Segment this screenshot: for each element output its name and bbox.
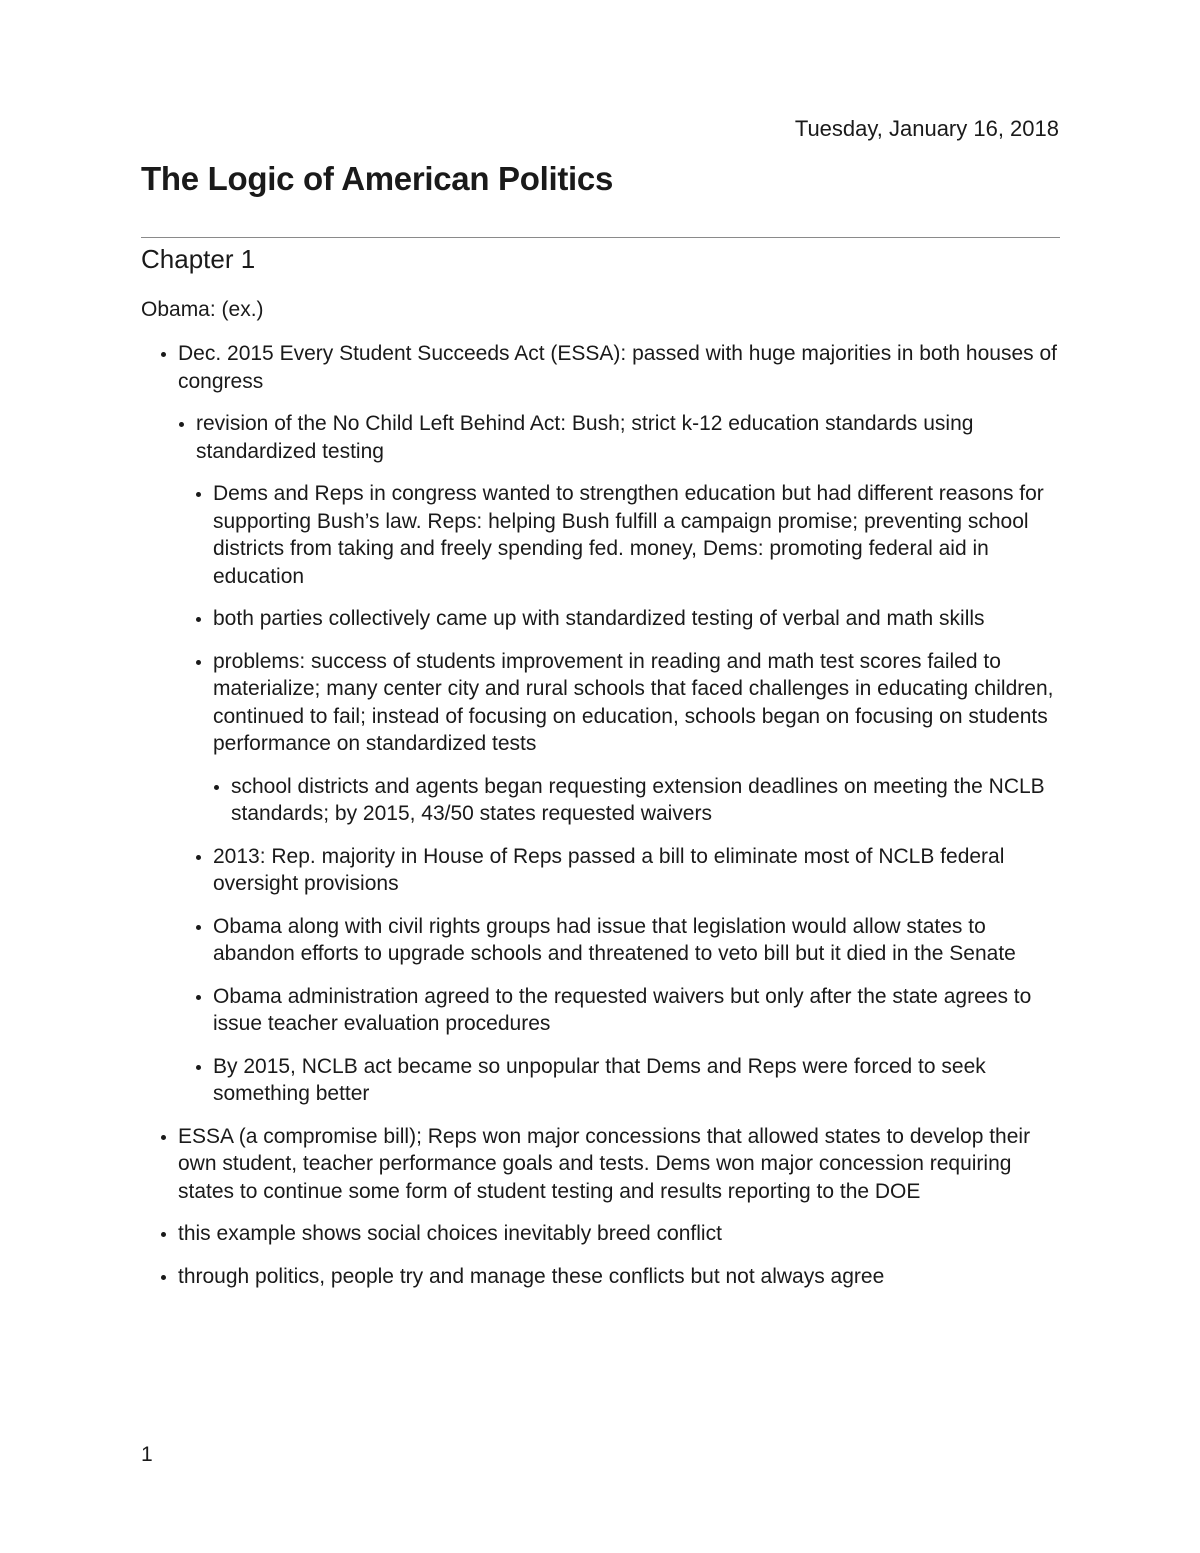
page-date: Tuesday, January 16, 2018 [794, 116, 1059, 141]
title-divider [141, 237, 1060, 238]
bullet-item: Obama along with civil rights groups had issue that legislation would allow states to abandon efforts to upgrade schools and threatened to veto bill but it died in the Senate [213, 913, 1061, 968]
bullet-item: Obama administration agreed to the requested waivers but only after the state agrees to issue teacher evaluation procedures [213, 983, 1061, 1038]
bullet-item: through politics, people try and manage these conflicts but not always agree [178, 1263, 1061, 1291]
bullet-item: revision of the No Child Left Behind Act: Bush; strict k-12 education standards using standardized testing [196, 410, 1061, 465]
bullet-item: 2013: Rep. majority in House of Reps passed a bill to eliminate most of NCLB federal oversight provisions [213, 843, 1061, 898]
bullet-item: Dec. 2015 Every Student Succeeds Act (ESSA): passed with huge majorities in both houses of congress [178, 340, 1061, 395]
document-title: The Logic of American Politics [141, 160, 614, 197]
bullet-item: By 2015, NCLB act became so unpopular that Dems and Reps were forced to seek something better [213, 1053, 1061, 1108]
bullet-item: Dems and Reps in congress wanted to strengthen education but had different reasons for supporting Bush’s law. Reps: helping Bush fulfill a campaign promise; preventing school districts from taking and freely spending fed. money, Dems: promoting federal aid in education [213, 480, 1061, 590]
intro-line: Obama: (ex.) [141, 298, 264, 321]
bullet-item: both parties collectively came up with standardized testing of verbal and math skills [213, 605, 1061, 633]
chapter-heading: Chapter 1 [141, 244, 256, 274]
bullet-item: problems: success of students improvement in reading and math test scores failed to materialize; many center city and rural schools that faced challenges in educating children, continued to fail; instead of focusing on education, schools began on focusing on students performance on standardized tests [213, 648, 1061, 758]
bullet-item: school districts and agents began requesting extension deadlines on meeting the NCLB standards; by 2015, 43/50 states requested waivers [231, 773, 1061, 828]
bullet-item: this example shows social choices inevitably breed conflict [178, 1220, 1061, 1248]
notes-list [141, 340, 1061, 1305]
bullet-item: ESSA (a compromise bill); Reps won major concessions that allowed states to develop their own student, teacher performance goals and tests. Dems won major concession requiring states to continue some form of student testing and results reporting to the DOE [178, 1123, 1061, 1206]
page-number: 1 [141, 1443, 153, 1466]
